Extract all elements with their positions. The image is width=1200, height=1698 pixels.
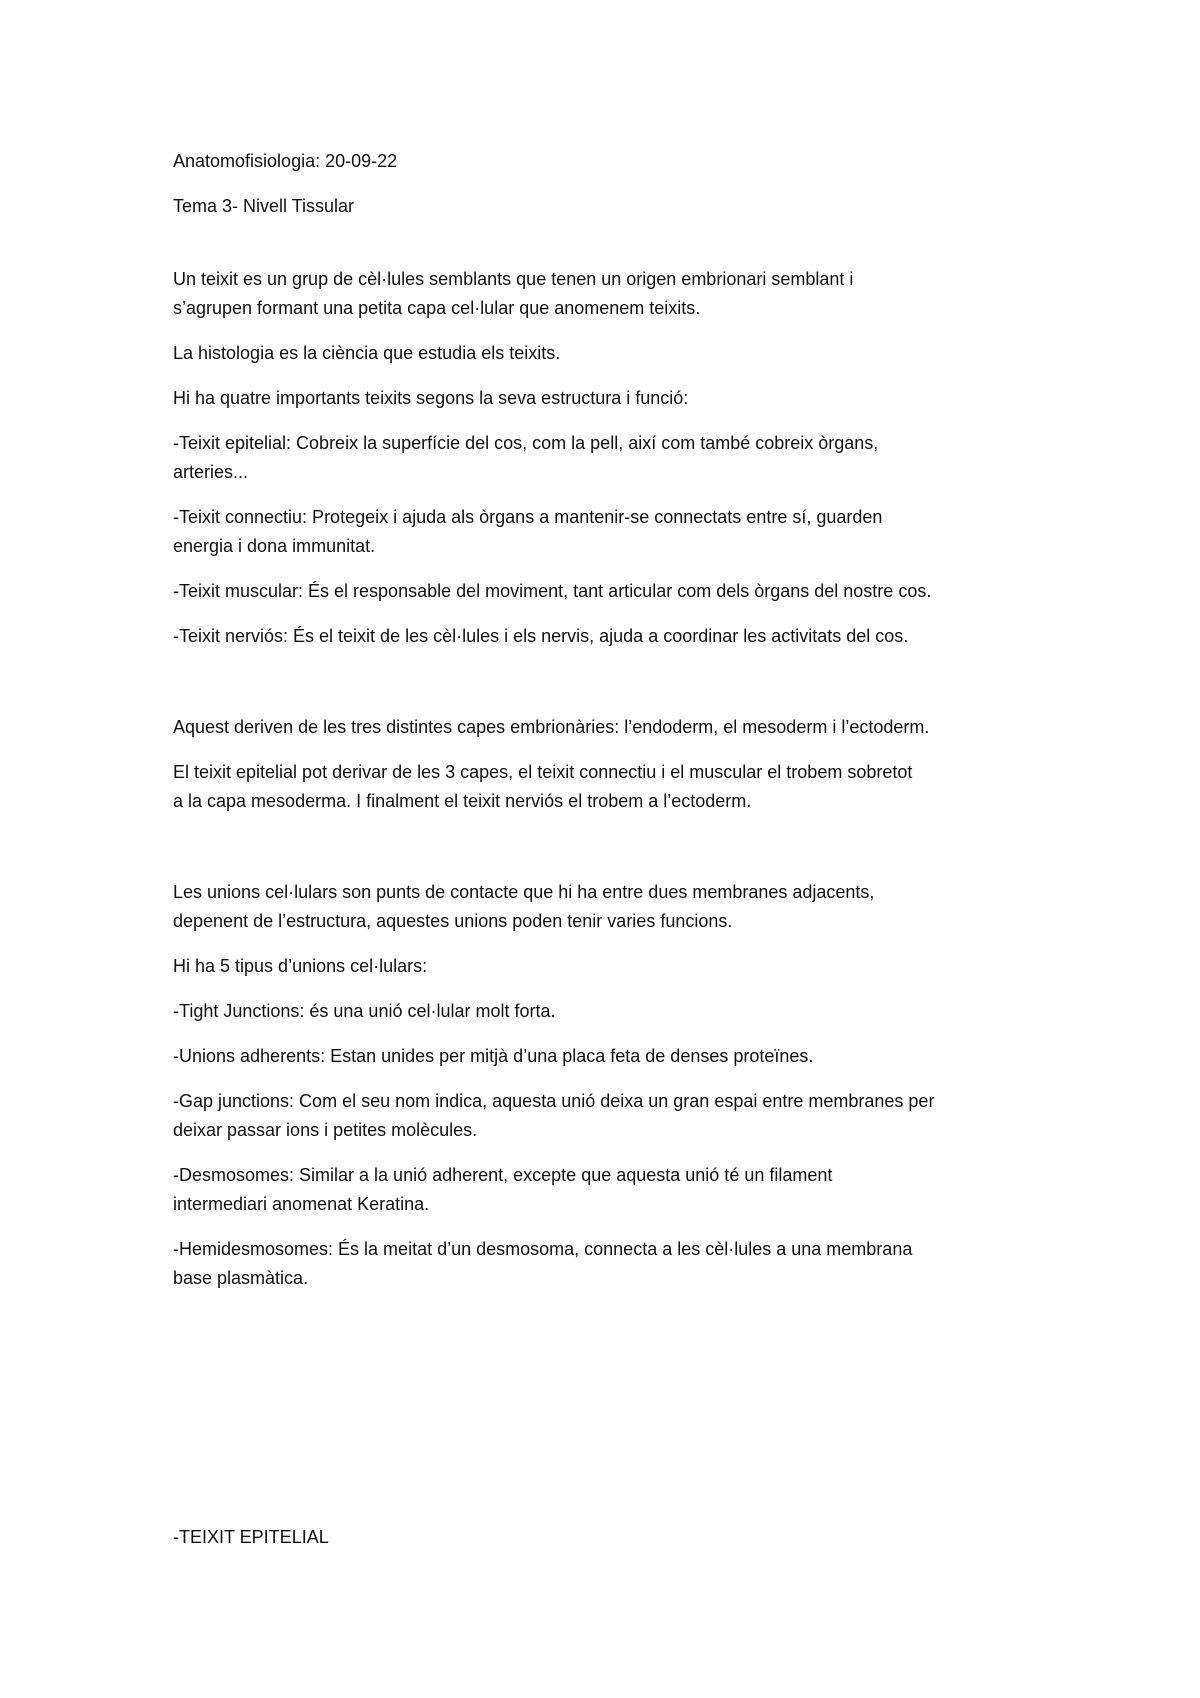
text-line: depenent de l’estructura, aquestes unions poden tenir varies funcions. (173, 911, 733, 931)
text-line: -Teixit muscular: És el responsable del moviment, tant articular com dels òrgans del nostre cos. (173, 581, 932, 601)
text-line: s’agrupen formant una petita capa cel·lular que anomenem teixits. (173, 298, 701, 318)
text-line: -Unions adherents: Estan unides per mitjà d’una placa feta de denses proteïnes. (173, 1046, 814, 1066)
document-body (173, 147, 1053, 1293)
junction-type-item (173, 1161, 1053, 1219)
junction-type-item (173, 1087, 1053, 1145)
junctions-definition-paragraph (173, 878, 1053, 936)
text-line: El teixit epitelial pot derivar de les 3 capes, el teixit connectiu i el muscular el trobem sobretot (173, 762, 913, 782)
text-line: arteries... (173, 462, 249, 482)
junction-type-item (173, 1042, 1053, 1071)
text-line: -Tight Junctions: és una unió cel·lular molt forta. (173, 1001, 556, 1021)
tissue-type-item (173, 503, 1053, 561)
text-line: intermediari anomenat Keratina. (173, 1194, 430, 1214)
text-line: -Teixit connectiu: Protegeix i ajuda als òrgans a mantenir-se connectats entre sí, guarden (173, 507, 883, 527)
origin-derivation-paragraph (173, 758, 1053, 816)
tissue-type-item (173, 622, 1053, 651)
text-line: a la capa mesoderma. I finalment el teixit nerviós el trobem a l’ectoderm. (173, 791, 752, 811)
document-subtitle: Tema 3- Nivell Tissular (173, 196, 355, 216)
text-line: -Teixit epitelial: Cobreix la superfície del cos, com la pell, així com també cobreix òrgans, (173, 433, 879, 453)
origin-layers-paragraph: Aquest deriven de les tres distintes capes embrionàries: l’endoderm, el mesoderm i l’ectoderm. (173, 717, 930, 737)
tissue-type-item (173, 577, 1053, 606)
document-title: Anatomofisiologia: 20-09-22 (173, 151, 398, 171)
junction-type-item (173, 1235, 1053, 1293)
text-line: -Gap junctions: Com el seu nom indica, aquesta unió deixa un gran espai entre membranes per (173, 1091, 935, 1111)
text-line: Les unions cel·lulars son punts de contacte que hi ha entre dues membranes adjacents, (173, 882, 875, 902)
text-line: energia i dona immunitat. (173, 536, 376, 556)
text-line: Un teixit es un grup de cèl·lules semblants que tenen un origen embrionari semblant i (173, 269, 854, 289)
text-line: -Teixit nerviós: És el teixit de les cèl·lules i els nervis, ajuda a coordinar les activitats del cos. (173, 626, 909, 646)
text-line: -Hemidesmosomes: És la meitat d’un desmosoma, connecta a les cèl·lules a una membrana (173, 1239, 913, 1259)
junction-type-item (173, 997, 1053, 1026)
intro-definition-paragraph (173, 265, 1053, 323)
text-line: -Desmosomes: Similar a la unió adherent, excepte que aquesta unió té un filament (173, 1165, 833, 1185)
histology-paragraph: La histologia es la ciència que estudia els teixits. (173, 343, 561, 363)
tissue-type-item (173, 429, 1053, 487)
section-heading-epithelial: -TEIXIT EPITELIAL (173, 1527, 329, 1547)
tissue-types-intro: Hi ha quatre importants teixits segons la seva estructura i funció: (173, 388, 689, 408)
text-line: base plasmàtica. (173, 1268, 309, 1288)
text-line: deixar passar ions i petites molècules. (173, 1120, 478, 1140)
junction-types-intro: Hi ha 5 tipus d’unions cel·lulars: (173, 956, 428, 976)
